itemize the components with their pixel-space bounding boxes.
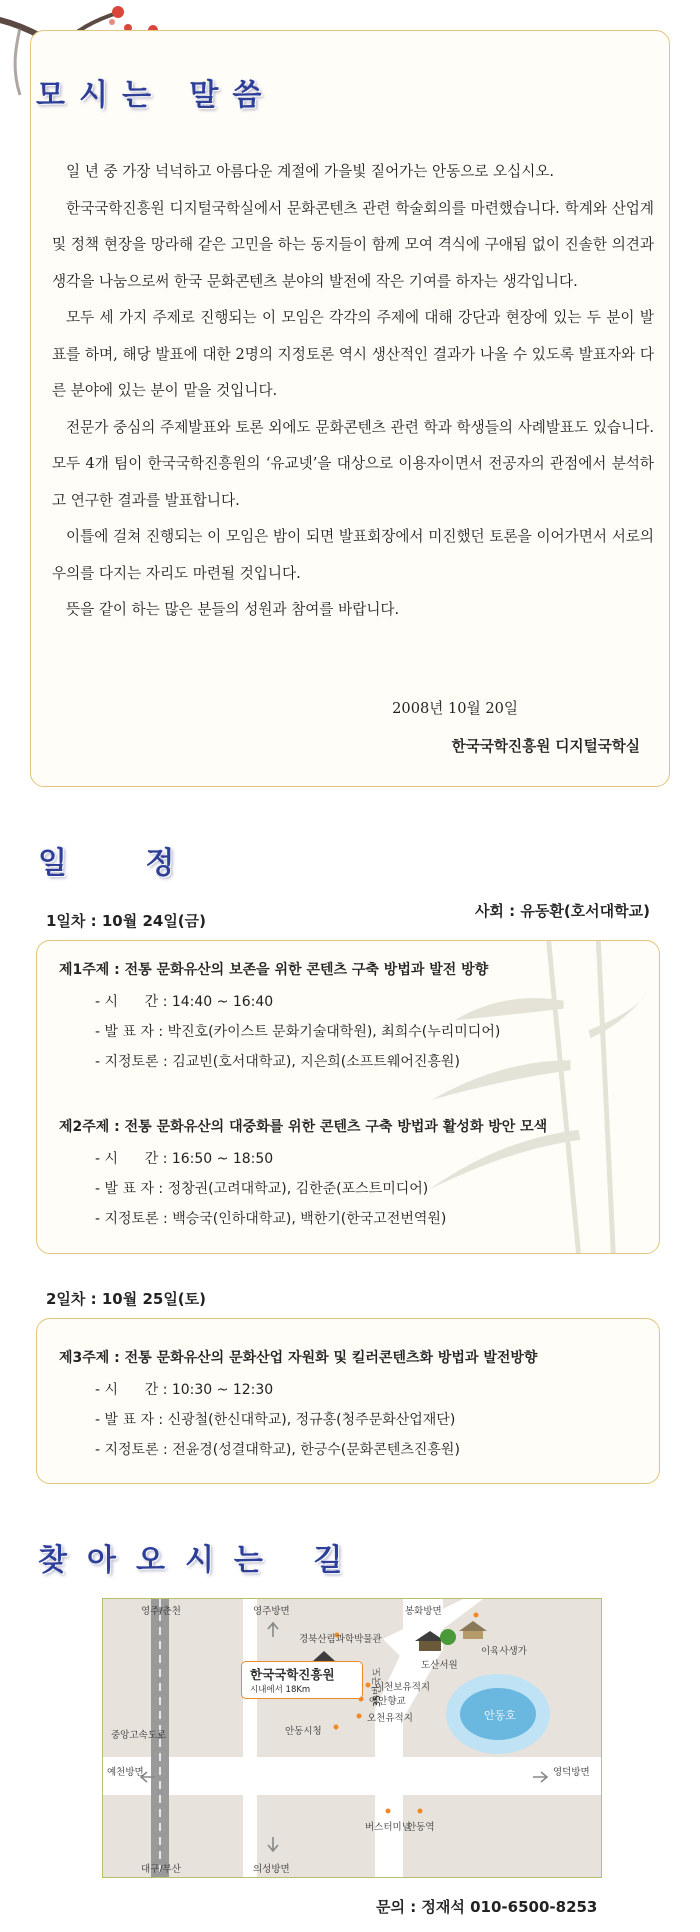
- bamboo-decoration: [349, 941, 649, 1253]
- letter-paragraph: 이틀에 걸쳐 진행되는 이 모임은 밤이 되면 발표회장에서 미진했던 토론을 이어가면서 서로의 우의를 다지는 자리도 마련될 것입니다.: [52, 528, 654, 582]
- map-label-andong-lake: 안동호: [484, 1709, 516, 1722]
- host-label: 사회 : 유동환(호서대학교): [474, 902, 650, 920]
- map-label-dosan-seowon: 도산서원: [421, 1660, 458, 1671]
- topic-time: - 시 간 : 16:50 ~ 18:50: [95, 1151, 274, 1167]
- map-label-expressway: 중앙고속도로: [111, 1730, 167, 1741]
- map-label-daegu-busan: 대구/부산: [141, 1864, 181, 1875]
- contact-info: 문의 : 정재석 010-6500-8253: [376, 1898, 598, 1916]
- map-label-uiseong-dir: 의성방면: [253, 1864, 290, 1875]
- letter-paragraph: 모두 세 가지 주제로 진행되는 이 모임은 각각의 주제에 대해 강단과 현장에 있는 두 분이 발표를 하며, 해당 발표에 대한 2명의 지정토론 역시 생산적인 결과가 나올 수 있도록 발표자와 다른 분야에 있는 분이 맡을 것입니다.: [52, 309, 654, 399]
- map-label-yeongju-chuncheon: 영주/춘천: [141, 1606, 181, 1617]
- map-label-yean-school: 예안향교: [369, 1696, 406, 1707]
- venue-name: 한국국학진흥원: [250, 1667, 335, 1682]
- topic-presenters: - 발 표 자 : 신광철(한신대학교), 정규홍(청주문화산업재단): [95, 1412, 456, 1428]
- topic-discussants: - 지정토론 : 백승국(인하대학교), 백한기(한국고전번역원): [95, 1211, 447, 1227]
- birthplace-icon: [459, 1621, 487, 1639]
- venue-distance: 시내에서 18Km: [250, 1685, 311, 1695]
- map-label-cityhall: 안동시청: [285, 1726, 322, 1737]
- day2-label: 2일차 : 10월 25일(토): [46, 1290, 207, 1308]
- topic-presenters: - 발 표 자 : 박진호(카이스트 문화기술대학원), 최희수(누리미디어): [95, 1024, 501, 1040]
- letter-date: 2008년 10월 20일: [392, 700, 518, 717]
- map-label-science-museum: 경북산림과학박물관: [299, 1634, 382, 1645]
- location-map: [102, 1598, 602, 1878]
- map-label-route35: 35번국도: [372, 1667, 383, 1707]
- day2-schedule-box: [36, 1318, 660, 1484]
- letter-paragraph: 뜻을 같이 하는 많은 분들의 성원과 참여를 바랍니다.: [66, 601, 400, 618]
- map-label-andong-station: 안동역: [407, 1822, 435, 1833]
- map-label-yiyuksa: 이육사생가: [481, 1646, 527, 1657]
- map-label-bus-terminal: 버스터미널: [365, 1822, 411, 1833]
- invitation-letter: [52, 154, 654, 629]
- topic-title: 제3주제 : 전통 문화유산의 문화산업 자원화 및 킬러콘텐츠화 방법과 발전방향: [59, 1350, 538, 1366]
- topic-time: - 시 간 : 14:40 ~ 16:40: [95, 994, 274, 1010]
- map-label-icheon-ruins: 이천보유적지: [375, 1682, 431, 1693]
- map-label-yeongdeok-dir: 영덕방면: [553, 1767, 590, 1778]
- topic-time: - 시 간 : 10:30 ~ 12:30: [95, 1382, 274, 1398]
- schedule-heading: 일 정: [38, 846, 209, 881]
- day1-schedule-box: [36, 940, 660, 1254]
- greeting-heading: 모시는 말씀: [36, 78, 276, 113]
- letter-paragraph: 한국국학진흥원 디지털국학실에서 문화콘텐츠 관련 학술회의를 마련했습니다. 학계와 산업계 및 정책 현장을 망라해 같은 고민을 하는 동지들이 함께 모여 격식에 구애됨 없이 진솔한 의견과 생각을 나눔으로써 한국 문화콘텐츠 분야의 발전에 작은 기여를 하자는 생각입니다.: [52, 199, 654, 290]
- map-label-yeongju-dir: 영주방면: [253, 1606, 290, 1617]
- topic-presenters: - 발 표 자 : 정창권(고려대학교), 김한준(포스트미디어): [95, 1181, 429, 1197]
- map-label-bonghwa-dir: 봉화방면: [405, 1606, 442, 1617]
- directions-heading: 찾아오시는 길: [38, 1543, 363, 1578]
- map-label-ocheon-ruins: 오천유적지: [367, 1713, 413, 1724]
- venue-marker: [241, 1661, 363, 1699]
- topic-discussants: - 지정토론 : 전윤경(성결대학교), 한긍수(문화콘텐츠진흥원): [95, 1442, 460, 1458]
- map-label-yecheon-dir: 예천방면: [107, 1767, 144, 1778]
- letter-paragraph: 전문가 중심의 주제발표와 토론 외에도 문화콘텐츠 관련 학과 학생들의 사례발표도 있습니다. 모두 4개 팀이 한국국학진흥원의 ‘유교넷’을 대상으로 이용자이면서 전공자의 관점에서 분석하고 연구한 결과를 발표합니다.: [52, 418, 654, 509]
- topic-title: 제2주제 : 전통 문화유산의 대중화를 위한 콘텐츠 구축 방법과 활성화 방안 모색: [59, 1119, 548, 1135]
- letter-organization: 한국국학진흥원 디지털국학실: [451, 738, 640, 755]
- topic-title: 제1주제 : 전통 문화유산의 보존을 위한 콘텐츠 구축 방법과 발전 방향: [59, 962, 489, 978]
- day1-label: 1일차 : 10월 24일(금): [46, 912, 207, 930]
- letter-paragraph: 일 년 중 가장 넉넉하고 아름다운 계절에 가을빛 짙어가는 안동으로 오십시오.: [66, 163, 555, 180]
- topic-discussants: - 지정토론 : 김교빈(호서대학교), 지은희(소프트웨어진흥원): [95, 1054, 460, 1070]
